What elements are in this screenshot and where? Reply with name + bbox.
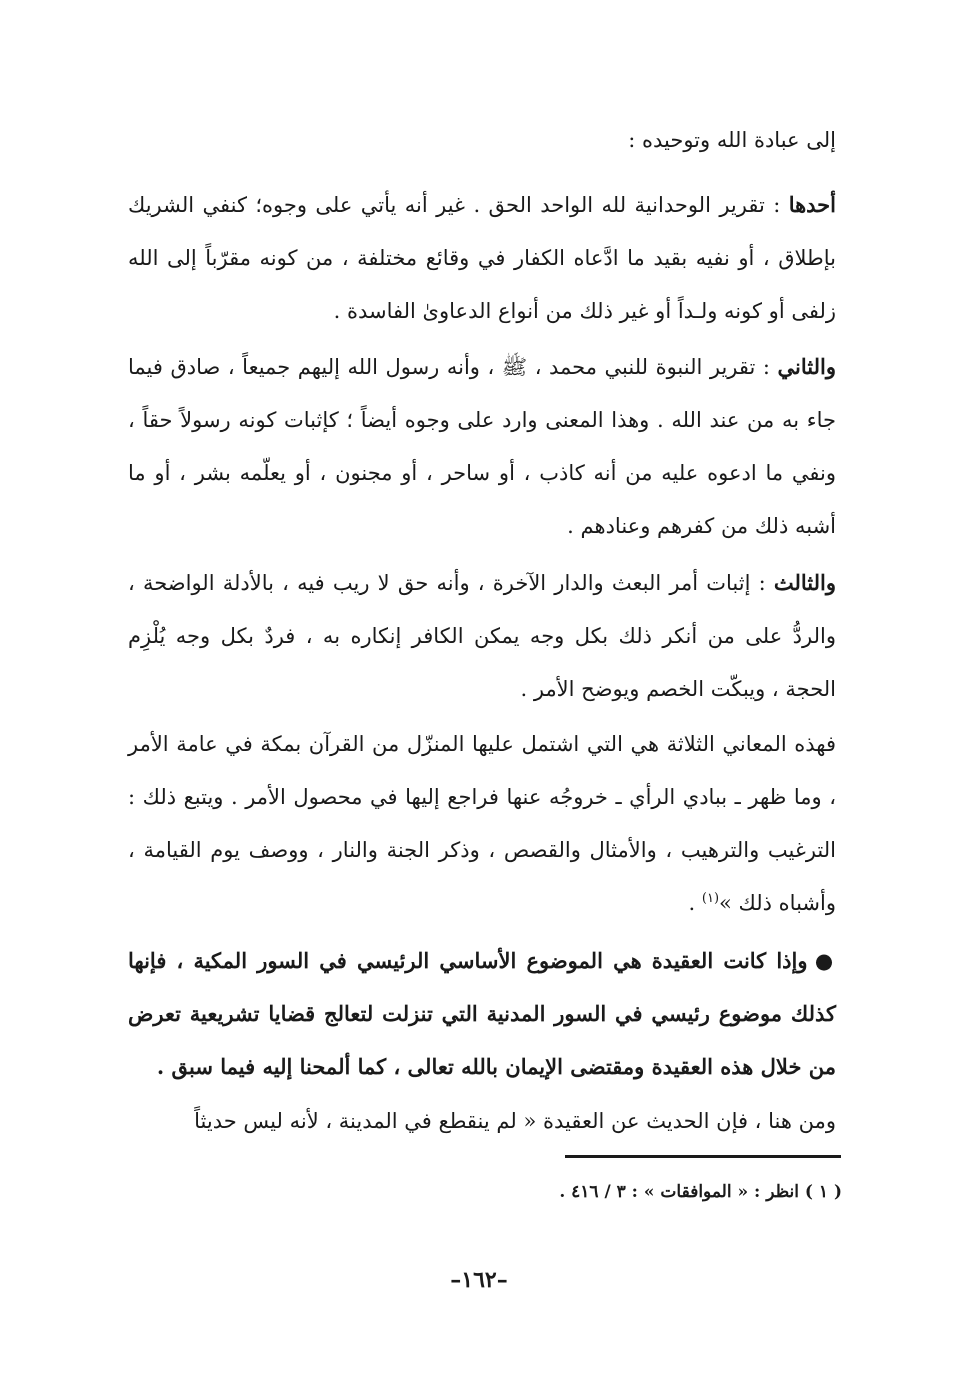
page-number: –١٦٢– (450, 1267, 508, 1293)
paragraph-lead-third: والثالث (773, 570, 836, 595)
paragraph-second-meaning (128, 340, 836, 553)
paragraph-first-meaning (128, 178, 836, 338)
paragraph-body: : تقرير الوحدانية لله الواحد الحق . غير أنه يأتي على وجوه؛ كنفي الشريك بإطلاق ، أو نفيه بقيد ما ادَّعاه الكفار في وقائع مختلفة ، من كونه مقرّباً إلى الله زلفى أو كونه ولـداً أو غير ذلك من أنواع الدعاوىٰ الفاسدة . (128, 193, 836, 323)
paragraph-body: : تقرير النبوة للنبي محمد ، ﷺ ، وأنه رسول الله إليهم جميعاً ، صادق فيما جاء به من عند الله . وهذا المعنى وارد على وجوه أيضاً ؛ كإثبات كونه رسولاً حقاً ، ونفي ما ادعوه عليه من أنه كاذب ، أو ساحر ، أو مجنون ، أو يعلّمه بشر ، أو ما أشبه ذلك من كفرهم وعنادهم . (128, 355, 836, 538)
intro-text: إلى عبادة الله وتوحيده : (628, 128, 836, 152)
paragraph-third-meaning (128, 556, 836, 716)
bullet-icon: ● (814, 948, 837, 973)
paragraph-body: ومن هنا ، فإن الحديث عن العقيدة « لم ينقطع في المدينة ، لأنه ليس حديثاً (194, 1109, 836, 1133)
paragraph-lead-second: والثاني (777, 354, 836, 379)
footnote (440, 1172, 842, 1212)
paragraph-end: . (688, 891, 702, 915)
paragraph-lead-first: أحدها (788, 192, 836, 217)
paragraph-summary (128, 718, 836, 930)
footnote-text: ( ١ ) انظر : « الموافقات » : ٣ / ٤١٦ . (559, 1182, 842, 1202)
paragraph-continuation (128, 1095, 836, 1148)
paragraph-body: وإذا كانت العقيدة هي الموضوع الأساسي الرئيسي في السور المكية ، فإنها كذلك موضوع رئيسي في السور المدنية التي تنزلت لتعالج قضايا تشريعية تعرض من خلال هذه العقيدة ومقتضى الإيمان بالله تعالى ، كما ألمحنا إليه فيما سبق . (128, 948, 836, 1079)
intro-line (128, 114, 836, 167)
footnote-reference[interactable]: (١) (701, 891, 720, 906)
paragraph-body: : إثبات أمر البعث والدار الآخرة ، وأنه حق لا ريب فيه ، بالأدلة الواضحة ، والردُّ على من أنكر ذلك بكل وجه يمكن الكافر إنكاره به ، فردٌ بكل وجه يُلْزِم الحجة ، ويبكّت الخصم ويوضح الأمر . (128, 571, 836, 701)
paragraph-body: فهذه المعاني الثلاثة هي التي اشتمل عليها المنزّل من القرآن بمكة في عامة الأمر ، وما ظهر ـ ببادي الرأي ـ خروجُه عنها فراجع إليها في محصول الأمر . ويتبع ذلك : الترغيب والترهيب ، والأمثال والقصص ، وذكر الجنة والنار ، ووصف يوم القيامة ، وأشباه ذلك » (128, 732, 836, 915)
paragraph-medinan-surahs (128, 934, 836, 1093)
footnote-divider (565, 1155, 841, 1158)
